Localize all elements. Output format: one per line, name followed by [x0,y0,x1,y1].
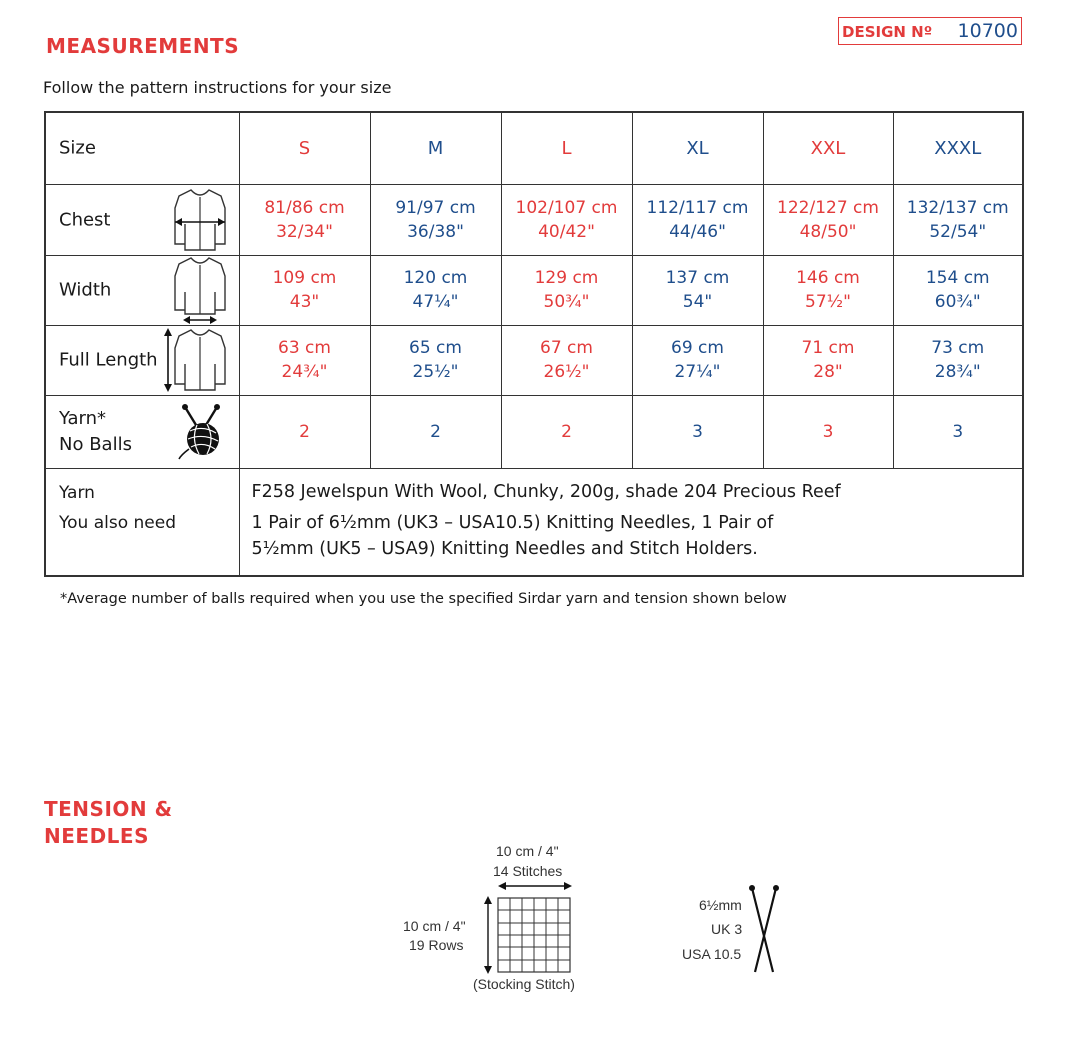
length-cm: 71 cm [801,338,855,358]
yarn-info-label: Yarn [59,482,95,503]
tension-title-line1: TENSION & [44,797,173,821]
chest-in: 36/38" [407,221,464,242]
chest-label: Chest [59,209,111,230]
yarn-ball-needles-icon [177,403,225,461]
length-cm: 65 cm [409,338,462,358]
design-number-box [838,17,1022,45]
width-in: 57½" [805,292,851,312]
yarn-balls-value: 3 [893,395,1023,468]
chest-label-cell [45,184,239,255]
width-in: 60¾" [934,292,981,312]
size-header: XL [632,112,763,184]
width-cm: 154 cm [925,268,990,288]
chest-cm: 112/117 cm [646,197,749,218]
size-header: L [501,112,632,184]
length-label: Full Length [59,349,158,371]
width-cm: 137 cm [665,268,730,288]
design-number: 10700 [957,20,1018,42]
table-row [45,468,1023,576]
width-label-cell [45,255,239,325]
measurements-table [44,111,1024,577]
chest-cm: 91/97 cm [395,197,476,218]
balls-label: No Balls [59,433,132,455]
width-cm: 129 cm [534,268,599,288]
yarn-label-cell [45,395,239,468]
yarn-balls-value: 3 [632,395,763,468]
instruction-text: Follow the pattern instructions for your size [43,78,392,97]
width-in: 54" [682,292,713,312]
width-label: Width [59,279,112,301]
also-need-label: You also need [59,512,176,533]
width-cm: 109 cm [272,268,337,288]
width-cm: 120 cm [403,268,468,288]
yarn-label: Yarn* [59,407,107,429]
length-in: 28¾" [934,362,981,382]
yarn-description: F258 Jewelspun With Wool, Chunky, 200g, shade 204 Precious Reef [251,481,841,502]
footnote: *Average number of balls required when you use the specified Sirdar yarn and tension shown below [60,591,787,607]
cardigan-chest-icon [171,186,229,254]
length-cm: 69 cm [671,338,724,358]
chest-cm: 81/86 cm [264,197,345,218]
tension-stitch-type: (Stocking Stitch) [473,976,575,992]
needles-description-line2: 5½mm (UK5 – USA9) Knitting Needles and Stitch Holders. [251,538,758,559]
cardigan-width-icon [171,256,229,324]
needle-size: 6½mm [699,897,742,913]
size-header: XXXL [893,112,1023,184]
chest-cm: 122/127 cm [777,197,879,218]
needles-description-line1: 1 Pair of 6½mm (UK3 – USA10.5) Knitting Needles, 1 Pair of [251,512,774,533]
needle-usa: USA 10.5 [682,946,742,962]
length-in: 27¼" [674,362,721,382]
chest-in: 44/46" [669,221,726,242]
size-header: M [370,112,501,184]
chest-in: 52/54" [929,221,987,242]
length-cm: 63 cm [278,338,331,358]
table-row [45,255,1023,325]
knitting-needles-icon [748,882,780,976]
chest-in: 48/50" [799,221,857,242]
table-row [45,112,1023,184]
info-text-cell [239,468,1023,576]
width-cm: 146 cm [796,268,860,288]
size-label-cell [45,112,239,184]
tension-title [44,796,173,850]
tension-top-measure: 10 cm / 4" [496,843,559,859]
length-in: 26½" [543,362,590,382]
size-header: XXL [763,112,893,184]
yarn-balls-value: 3 [763,395,893,468]
yarn-balls-value: 2 [501,395,632,468]
design-label: DESIGN Nº [842,23,933,41]
size-label: Size [59,137,96,159]
table-row [45,395,1023,468]
tension-title-line2: NEEDLES [44,824,149,848]
yarn-balls-value: 2 [370,395,501,468]
table-row [45,325,1023,395]
chest-cm: 102/107 cm [515,197,618,218]
needle-uk: UK 3 [711,921,743,937]
size-header: S [239,112,370,184]
chest-in: 40/42" [538,221,595,242]
cardigan-length-icon [163,326,229,394]
chest-in: 32/34" [276,221,333,242]
tension-stitches: 14 Stitches [493,863,563,879]
width-in: 50¾" [543,292,590,312]
table-row [45,184,1023,255]
length-in: 28" [813,362,843,382]
chest-cm: 132/137 cm [906,197,1009,218]
length-cm: 67 cm [540,338,593,358]
yarn-balls-value: 2 [239,395,370,468]
tension-side-measure: 10 cm / 4" [403,918,466,934]
length-in: 25½" [412,362,459,382]
tension-rows: 19 Rows [409,937,464,953]
page-title: MEASUREMENTS [46,34,240,58]
length-cm: 73 cm [931,338,985,358]
width-in: 43" [289,292,320,312]
width-in: 47¼" [412,292,459,312]
tension-grid-icon [478,880,578,976]
info-label-cell [45,468,239,576]
length-in: 24¾" [281,362,328,382]
length-label-cell [45,325,239,395]
